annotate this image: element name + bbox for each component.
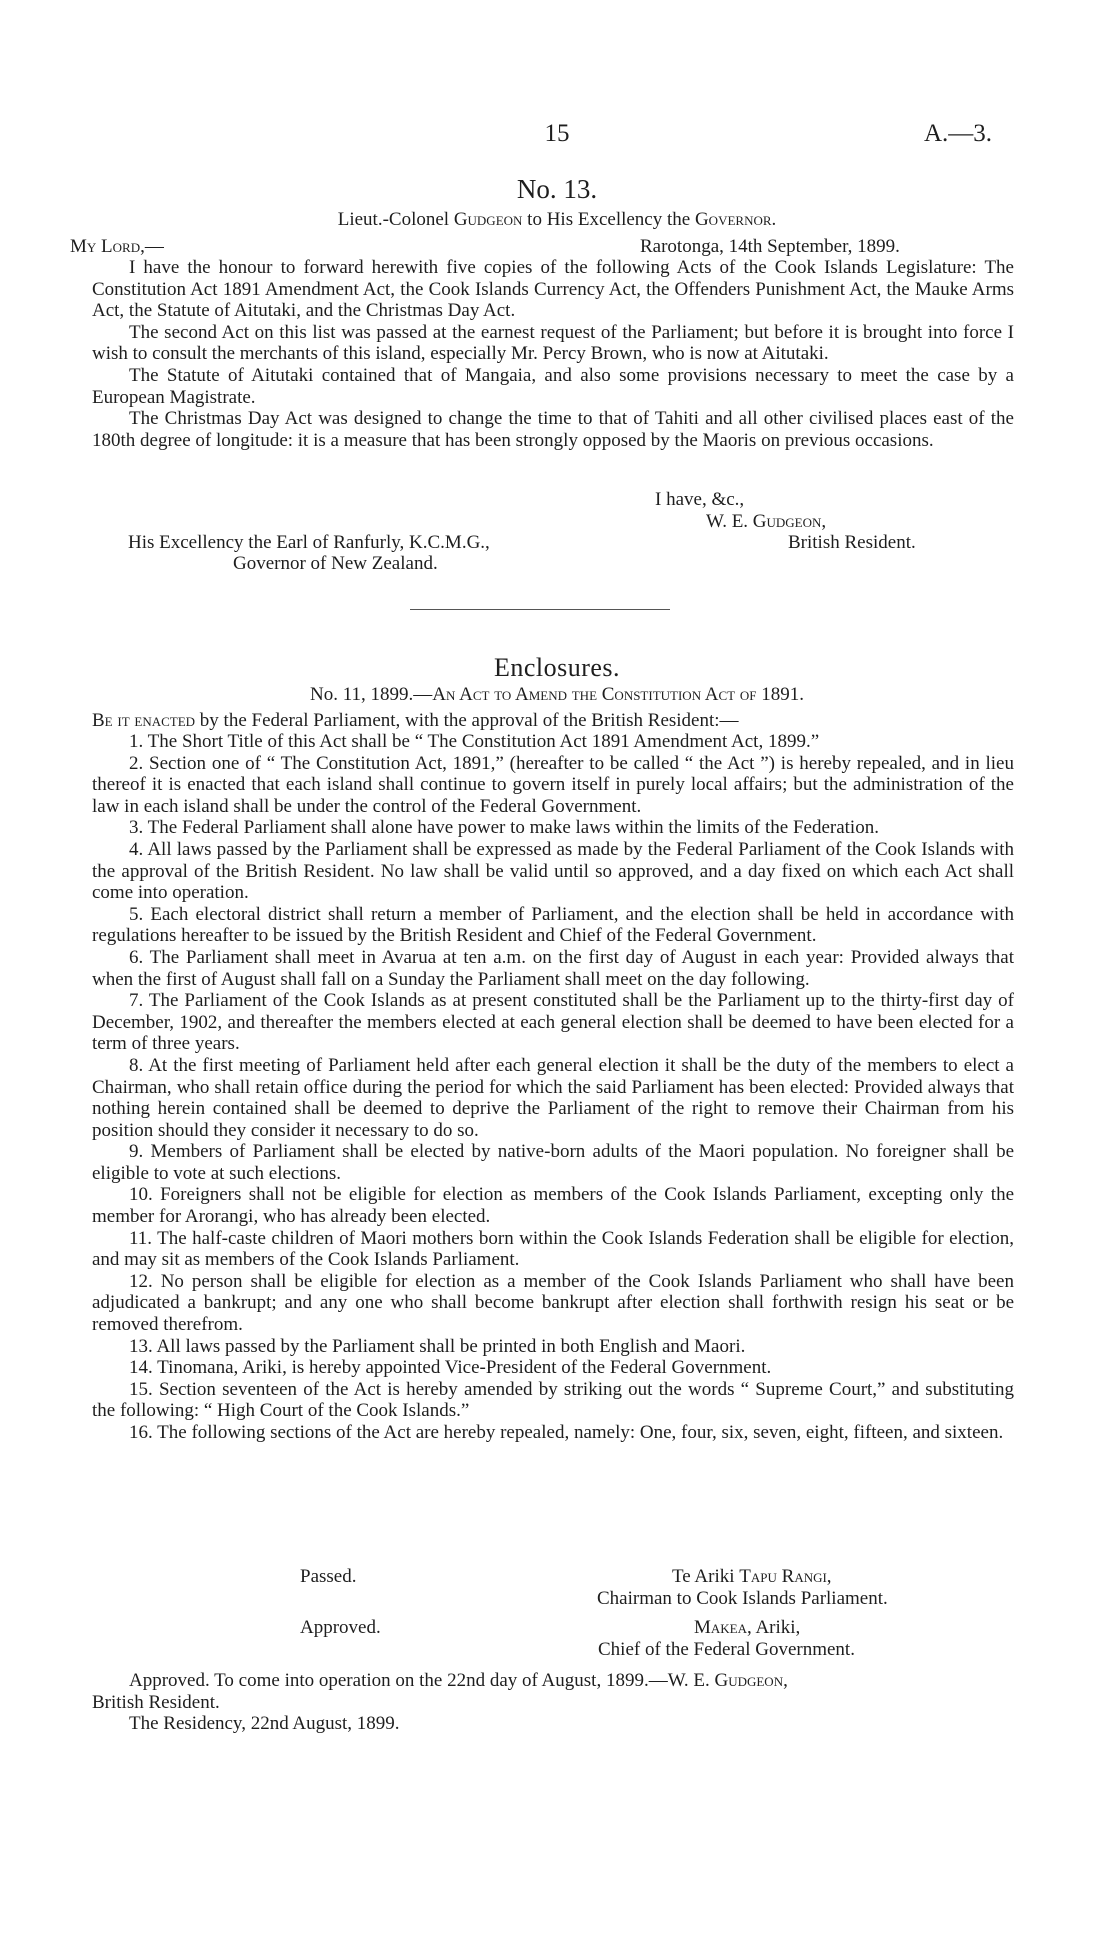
salutation: My Lord,— xyxy=(70,236,164,257)
chairman-name: Te Ariki Tapu Rangi, xyxy=(672,1566,832,1587)
passed-label: Passed. xyxy=(300,1566,357,1587)
document-reference: A.—3. xyxy=(923,120,992,147)
signature-name: W. E. Gudgeon, xyxy=(706,511,827,532)
act-title: No. 11, 1899.—An Act to Amend the Constitution Act of 1891. xyxy=(310,684,804,705)
enacting-clause: Be it enacted by the Federal Parliament, with the approval of the British Resident:— xyxy=(92,710,739,731)
act-section: 4. All laws passed by the Parliament shall be expressed as made by the Federal Parliament of the Cook Islands with the approval of the British Resident. No law shall be valid until so approved, and a day fixed on which each Act shall come into operation. xyxy=(92,838,1014,904)
residency-line: The Residency, 22nd August, 1899. xyxy=(129,1713,400,1734)
chief-name: Makea, Ariki, xyxy=(694,1617,801,1638)
approved-label: Approved. xyxy=(300,1617,381,1638)
letter-paragraph: The Statute of Aitutaki contained that of Mangaia, and also some provisions necessary to meet the case by a European Magistrate. xyxy=(92,364,1014,408)
enclosures-heading: Enclosures. xyxy=(493,653,621,682)
chief-title: Chief of the Federal Government. xyxy=(598,1639,855,1660)
addressee-line-2: Governor of New Zealand. xyxy=(233,553,438,574)
act-sections xyxy=(92,731,1014,1444)
act-section: 14. Tinomana, Ariki, is hereby appointed Vice-President of the Federal Government. xyxy=(129,1357,772,1379)
letter-closing: I have, &c., xyxy=(655,489,745,510)
act-section: 15. Section seventeen of the Act is hereby amended by striking out the words “ Supreme Court,” and substituting the following: “ High Court of the Cook Islands.” xyxy=(92,1378,1014,1422)
letter-number: No. 13. xyxy=(516,174,598,204)
letter-place-date: Rarotonga, 14th September, 1899. xyxy=(640,236,900,257)
act-section: 3. The Federal Parliament shall alone have power to make laws within the limits of the Federation. xyxy=(129,817,879,839)
act-section: 16. The following sections of the Act are hereby repealed, namely: One, four, six, seven, eight, fifteen, and sixteen. xyxy=(129,1422,1004,1443)
chairman-title: Chairman to Cook Islands Parliament. xyxy=(597,1588,888,1609)
act-section: 8. At the first meeting of Parliament held after each general election it shall be the duty of the members to elect a Chairman, who shall retain office during the period for which the said Parliament has been elected: Provided always that nothing herein contained shall be deemed to deprive the Parliament of the right to remove their Chairman from his position should they consider it necessary to do so. xyxy=(92,1054,1014,1141)
act-section: 1. The Short Title of this Act shall be “ The Constitution Act 1891 Amendment Act, 1899.” xyxy=(129,731,820,752)
act-section: 11. The half-caste children of Maori mothers born within the Cook Islands Federation shall be eligible for election, and may sit as members of the Cook Islands Parliament. xyxy=(92,1227,1014,1271)
letter-body xyxy=(92,257,1014,451)
act-section: 2. Section one of “ The Constitution Act, 1891,” (hereafter to be called “ the Act ”) is hereby repealed, and in lieu thereof it is enacted that each island shall continue to govern itself in purely local affairs; but the administration of the law in each island shall be under the control of the Federal Government. xyxy=(92,752,1014,817)
act-section: 6. The Parliament shall meet in Avarua at ten a.m. on the first day of August in each year: Provided always that when the first of August shall fall on a Sunday the Parliament shall meet on the day following. xyxy=(92,946,1014,990)
letter-paragraph: The second Act on this list was passed at the earnest request of the Parliament; but before it is brought into force I wish to consult the merchants of this island, especially Mr. Percy Brown, who is now at Aitutaki. xyxy=(92,321,1014,365)
final-approval-title: British Resident. xyxy=(92,1692,220,1713)
section-divider xyxy=(410,609,670,610)
letter-subtitle: Lieut.-Colonel Gudgeon to His Excellency the Governor. xyxy=(337,209,777,230)
act-section: 5. Each electoral district shall return a member of Parliament, and the election shall be held in accordance with regulations hereafter to be issued by the British Resident and Chief of the Federal Government. xyxy=(92,903,1014,947)
letter-paragraph: The Christmas Day Act was designed to change the time to that of Tahiti and all other civilised places east of the 180th degree of longitude: it is a measure that has been strongly opposed by the Maoris on previous occasions. xyxy=(92,408,1014,451)
final-approval: Approved. To come into operation on the 22nd day of August, 1899.—W. E. Gudgeon, xyxy=(129,1670,788,1691)
act-section: 12. No person shall be eligible for election as a member of the Cook Islands Parliament who shall have been adjudicated a bankrupt; and any one who shall become bankrupt after election shall forthwith resign his seat or be removed therefrom. xyxy=(92,1270,1014,1336)
act-section: 10. Foreigners shall not be eligible for election as members of the Cook Islands Parliament, excepting only the member for Arorangi, who has already been elected. xyxy=(92,1184,1014,1228)
act-section: 13. All laws passed by the Parliament shall be printed in both English and Maori. xyxy=(129,1335,746,1357)
signature-title: British Resident. xyxy=(788,532,916,553)
act-section: 7. The Parliament of the Cook Islands as at present constituted shall be the Parliament up to the thirty-first day of December, 1902, and thereafter the members elected at each general election shall be deemed to have been elected for a term of three years. xyxy=(92,990,1014,1055)
act-section: 9. Members of Parliament shall be elected by native-born adults of the Maori population. No foreigner shall be eligible to vote at such elections. xyxy=(92,1141,1014,1184)
page-number: 15 xyxy=(544,120,570,147)
letter-paragraph: I have the honour to forward herewith five copies of the following Acts of the Cook Islands Legislature: The Constitution Act 1891 Amendment Act, the Cook Islands Currency Act, the Offenders Punishment Act, the Mauke Arms Act, the Statute of Aitutaki, and the Christmas Day Act. xyxy=(92,257,1014,322)
addressee-line-1: His Excellency the Earl of Ranfurly, K.C.M.G., xyxy=(128,532,490,553)
